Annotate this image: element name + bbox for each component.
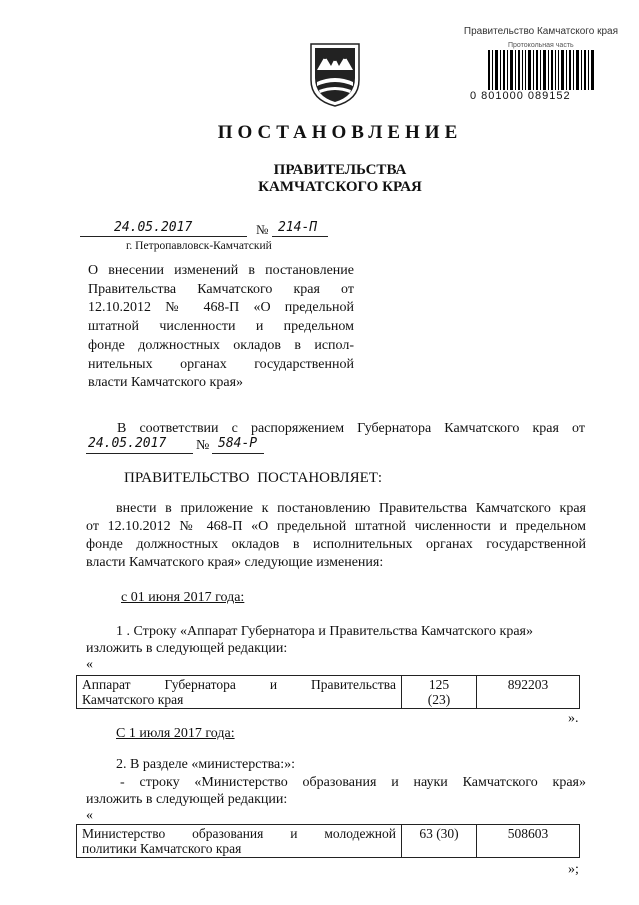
authority-line-2: КАМЧАТСКОГО КРАЯ <box>258 179 422 195</box>
basis-text: В соответствии с распоряжением Губернатора Камчатского края от <box>117 421 585 436</box>
item-2-line-1: 2. В разделе «министерства:»: <box>116 757 295 772</box>
basis-number: 584-Р <box>218 436 258 451</box>
subject-line: штатной численности и предельном <box>88 319 354 335</box>
subject-line: нительных органах государственной <box>88 356 354 372</box>
close-quote-1: ». <box>568 711 579 726</box>
item-1-line-1: 1 . Строку «Аппарат Губернатора и Правительства Камчатского края» <box>116 624 533 639</box>
subject-line: Правительства Камчатского края от <box>88 281 354 297</box>
item-2-line-3: изложить в следующей редакции: <box>86 792 288 807</box>
section-1-heading: с 01 июня 2017 года: <box>121 590 245 605</box>
stamp-text: Правительство Камчатского края <box>463 26 618 37</box>
subject-block <box>88 262 354 393</box>
basis-date: 24.05.2017 <box>88 436 167 451</box>
body-line: внести в приложение к постановлению Правительства Камчатского края <box>116 501 586 516</box>
basis-number-label: № <box>196 438 210 453</box>
number-underline <box>272 236 328 237</box>
open-quote-1: « <box>86 657 93 672</box>
document-title: ПОСТАНОВЛЕНИЕ <box>217 122 463 143</box>
table-cell-name: Министерство образования и молодежной политики Камчатского края <box>77 825 402 858</box>
subject-line: О внесении изменений в постановление <box>88 263 354 278</box>
table-2 <box>76 824 580 858</box>
table-1 <box>76 675 580 709</box>
authority-line-1: ПРАВИТЕЛЬСТВА <box>273 162 407 178</box>
document-number: 214-П <box>278 220 318 235</box>
body-line: от 12.10.2012 № 468-П «О предельной штатной численности и предельном <box>86 519 586 534</box>
resolves-heading: ПРАВИТЕЛЬСТВО ПОСТАНОВЛЯЕТ: <box>124 470 383 486</box>
barcode <box>486 50 596 90</box>
body-paragraph <box>86 500 586 572</box>
basis-date-underline <box>86 453 193 454</box>
date-underline <box>80 236 247 237</box>
stamp-subtext: Протокольная часть <box>508 42 574 49</box>
section-2-heading: С 1 июля 2017 года: <box>116 726 235 741</box>
table-row <box>77 825 580 858</box>
table-cell-count: 63 (30) <box>402 825 477 858</box>
subject-line: власти Камчатского края» <box>88 375 244 391</box>
table-cell-name: Аппарат Губернатора и Правительства Камчатского края <box>77 676 402 709</box>
body-line: фонде должностных окладов в исполнительных органах государственной <box>86 537 586 552</box>
close-quote-2: »; <box>568 862 579 877</box>
subject-line: фонде должностных окладов в испол- <box>88 337 354 353</box>
table-cell-fund: 892203 <box>477 676 580 709</box>
open-quote-2: « <box>86 808 93 823</box>
registration-stamp <box>458 26 618 104</box>
barcode-number: 0 801000 089152 <box>470 90 571 102</box>
item-2-line-2: - строку «Министерство образования и науки Камчатского края» <box>120 775 586 790</box>
subject-line: 12.10.2012 № 468-П «О предельной <box>88 300 354 316</box>
basis-number-underline <box>212 453 264 454</box>
table-row <box>77 676 580 709</box>
document-date: 24.05.2017 <box>114 220 193 235</box>
coat-of-arms-emblem <box>305 40 365 108</box>
table-cell-fund: 508603 <box>477 825 580 858</box>
table-cell-count: 125 (23) <box>402 676 477 709</box>
body-line: власти Камчатского края» следующие изменения: <box>86 555 384 570</box>
item-1-line-2: изложить в следующей редакции: <box>86 641 288 656</box>
city-line: г. Петропавловск-Камчатский <box>126 240 272 252</box>
document-number-label: № <box>256 222 269 237</box>
